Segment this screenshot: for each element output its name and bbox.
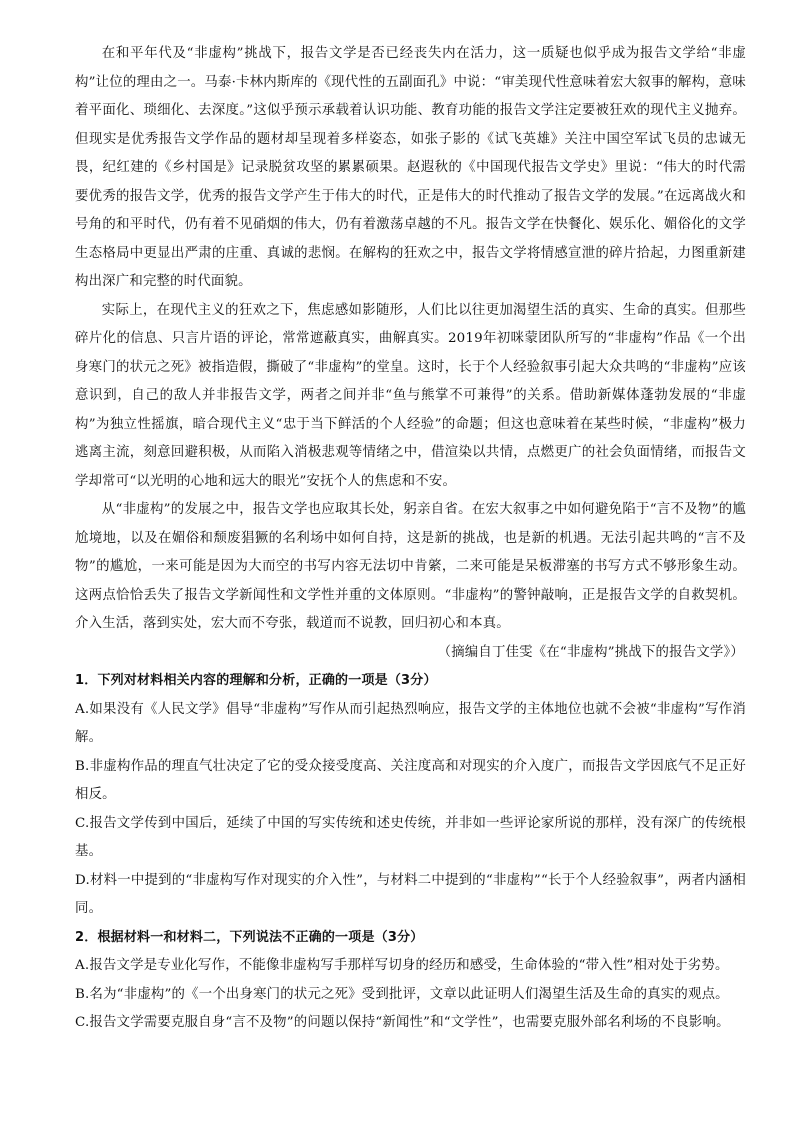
question-2-option-b: B.名为“非虚构”的《一个出身寒门的状元之死》受到批评，文章以此证明人们渴望生活及生命的真实的观点。 (75, 986, 729, 1002)
question-1-option-c: C.报告文学传到中国后，延续了中国的写实传统和述史传统，并非如一些评论家所说的那样，没有深广的传统根基。 (75, 815, 746, 859)
question-1-option-b: B.非虚构作品的理直气壮决定了它的受众接受度高、关注度高和对现实的介入度广，而报告文学因底气不足正好相反。 (75, 758, 746, 802)
question-1-option-d: D.材料一中提到的“非虚构写作对现实的介入性”，与材料二中提到的“非虚构”“长于个人经验叙事”，两者内涵相同。 (75, 872, 746, 916)
question-1-option-a: A.如果没有《人民文学》倡导“非虚构”写作从而引起热烈响应，报告文学的主体地位也就不会被“非虚构”写作消解。 (75, 701, 746, 745)
passage-paragraph-3: 从“非虚构”的发展之中，报告文学也应取其长处，躬亲自省。在宏大叙事之中如何避免陷于“言不及物”的尴尬境地，以及在媚俗和颓废猖獗的名利场中如何自持，这是新的挑战，也是新的机遇。无法引起共鸣的“言不及物”的尴尬，一来可能是因为大而空的书写内容无法切中肯綮，二来可能是呆板滞塞的书写方式不够形象生动。这两点恰恰丢失了报告文学新闻性和文学性并重的文体原则。“非虚构”的警钟敲响，正是报告文学的自救契机。介入生活，落到实处，宏大而不夸张，载道而不说教，回归初心和本真。 (75, 502, 746, 631)
passage-paragraph-2: 实际上，在现代主义的狂欢之下，焦虑感如影随形，人们比以往更加渴望生活的真实、生命的真实。但那些碎片化的信息、只言片语的评论，常常遮蔽真实，曲解真实。2019年初咪蒙团队所写的“非虚构”作品《一个出身寒门的状元之死》被指造假，撕破了“非虚构”的堂皇。这时，长于个人经验叙事引起大众共鸣的“非虚构”应该意识到，自己的敌人并非报告文学，两者之间并非“鱼与熊掌不可兼得”的关系。借助新媒体蓬勃发展的“非虚构”为独立性摇旗，暗合现代主义“忠于当下鲜活的个人经验”的命题；但这也意味着在某些时候，“非虚构”极力逃离主流，刻意回避积极，从而陷入消极悲观等情绪之中，借渲染以共情，点燃更广的社会负面情绪，而报告文学却常可“以光明的心地和远大的眼光”安抚个人的焦虑和不安。 (75, 302, 746, 489)
question-2-option-c: C.报告文学需要克服自身“言不及物”的问题以保持“新闻性”和“文学性”，也需要克服外部名利场的不良影响。 (75, 1015, 730, 1030)
question-2 (75, 924, 746, 1038)
passage-source: （摘编自丁佳雯《在“非虚构”挑战下的报告文学》） (437, 644, 744, 660)
passage-paragraph-1: 在和平年代及“非虚构”挑战下，报告文学是否已经丧失内在活力，这一质疑也似乎成为报告文学给“非虚构”让位的理由之一。马泰·卡林内斯库的《现代性的五副面孔》中说：“审美现代性意味着宏大叙事的解构，意味着平面化、琐细化、去深度。”这似乎预示承载着认识功能、教育功能的报告文学注定要被狂欢的现代主义抛弃。但现实是优秀报告文学作品的题材却呈现着多样姿态，如张子影的《试飞英雄》关注中国空军试飞员的忠诚无畏，纪红建的《乡村国是》记录脱贫攻坚的累累硕果。赵遐秋的《中国现代报告文学史》里说：“伟大的时代需要优秀的报告文学，优秀的报告文学产生于伟大的时代，正是伟大的时代推动了报告文学的发展。”在远离战火和号角的和平时代，仍有着不见硝烟的伟大，仍有着激荡卓越的不凡。报告文学在快餐化、娱乐化、媚俗化的文学生态格局中更显出严肃的庄重、真诚的悲悯。在解构的狂欢之中，报告文学将情感宣泄的碎片拾起，力图重新建构出深广和完整的时代面貌。 (75, 46, 746, 289)
question-1-stem: 1．下列对材料相关内容的理解和分析，正确的一项是（3分） (75, 673, 437, 688)
question-2-option-a: A.报告文学是专业化写作，不能像非虚构写手那样写切身的经历和感受，生命体验的“带入性”相对处于劣势。 (75, 958, 729, 973)
document-page (75, 40, 746, 1038)
question-2-stem: 2．根据材料一和材料二，下列说法不正确的一项是（3分） (75, 929, 424, 945)
question-1 (75, 667, 746, 924)
